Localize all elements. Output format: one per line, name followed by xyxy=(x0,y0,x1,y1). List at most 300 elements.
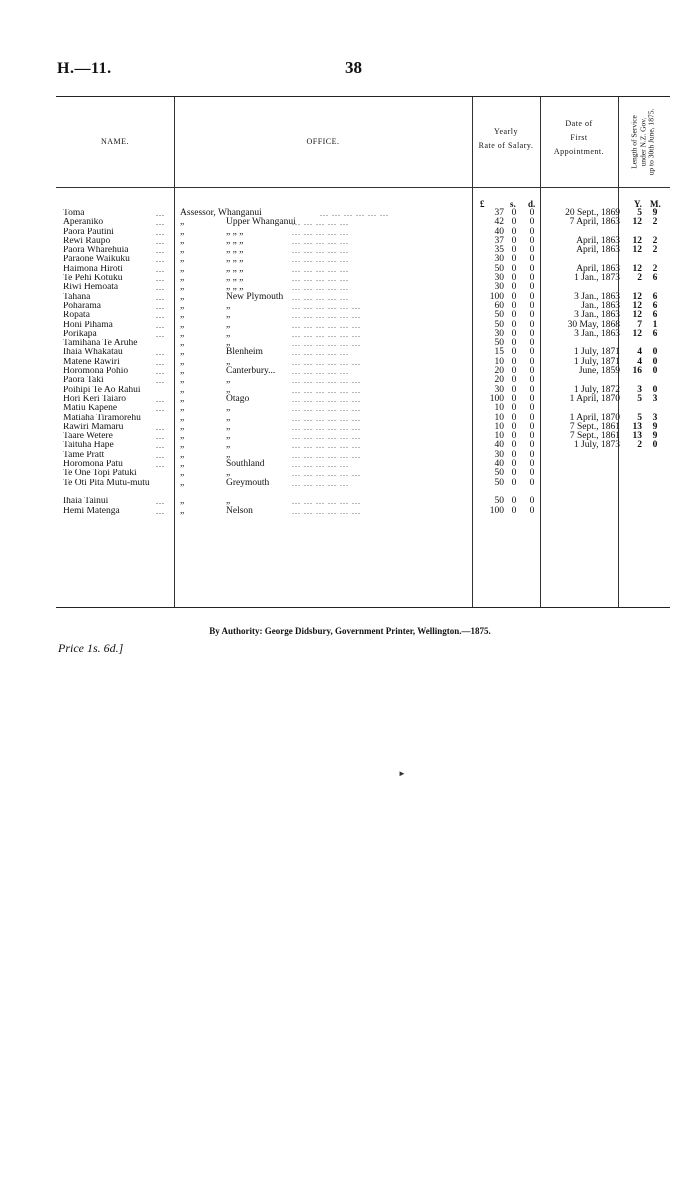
name-cell: Toma xyxy=(63,209,85,218)
salary-pence-cell: 0 xyxy=(529,245,535,256)
table-row xyxy=(56,479,670,498)
service-months-cell: 0 xyxy=(652,366,658,377)
office-location-cell: „ xyxy=(226,496,231,507)
office-leader-dots: ... ... ... ... ... ... xyxy=(292,357,361,367)
salary-pence-cell: 0 xyxy=(529,421,535,432)
office-cell: „ xyxy=(180,347,185,358)
appointment-date-cell: 20 Sept., 1869 xyxy=(565,208,620,218)
salary-pounds-cell: 50 xyxy=(494,310,504,321)
name-cell: Taare Wetere xyxy=(63,432,113,442)
appointment-date-cell: 3 Jan., 1863 xyxy=(574,328,620,339)
name-cell: Ihaia Whakatau xyxy=(63,348,123,358)
service-years-cell: 5 xyxy=(637,412,642,423)
salary-shillings-cell: 0 xyxy=(511,366,517,377)
salary-pounds-cell: 10 xyxy=(494,412,504,423)
salary-pounds-cell: 10 xyxy=(494,431,504,442)
name-leader-dots: ... xyxy=(156,367,165,377)
office-leader-dots: ... ... ... ... ... ... xyxy=(292,441,361,451)
salary-pounds-cell: 50 xyxy=(494,319,504,330)
name-leader-dots: ... xyxy=(156,357,165,367)
office-location-cell: New Plymouth xyxy=(226,291,284,302)
salary-pounds-cell: 37 xyxy=(494,208,504,218)
salary-pounds-cell: 50 xyxy=(494,477,504,488)
office-location-cell: Nelson xyxy=(226,505,253,516)
assessors-table xyxy=(56,96,670,608)
office-cell: „ xyxy=(180,254,185,265)
salary-pounds-cell: 30 xyxy=(494,273,504,284)
office-location-cell: Canterbury... xyxy=(226,366,276,377)
name-leader-dots: ... xyxy=(156,376,165,386)
service-months-cell: 6 xyxy=(652,328,658,339)
office-cell: Assessor, Whanganui xyxy=(180,208,262,218)
service-years-cell: 13 xyxy=(632,421,642,432)
office-cell: „ xyxy=(180,440,185,451)
salary-pounds-cell: 42 xyxy=(494,217,504,228)
service-years-cell: 12 xyxy=(632,217,642,228)
salary-shillings-cell: 0 xyxy=(511,375,517,386)
salary-shillings-cell: 0 xyxy=(511,449,517,460)
office-location-cell: „ xyxy=(226,328,231,339)
salary-pounds-cell: 40 xyxy=(494,440,504,451)
office-location-cell: „ xyxy=(226,384,231,395)
salary-pounds-cell: 50 xyxy=(494,338,504,349)
table-row xyxy=(56,395,670,404)
service-years-cell: 12 xyxy=(632,300,642,311)
office-cell: „ xyxy=(180,310,185,321)
salary-pounds-cell: 60 xyxy=(494,300,504,311)
office-location-cell: Greymouth xyxy=(226,477,270,488)
name-cell: Paora Taki xyxy=(63,376,104,386)
service-months-cell: 0 xyxy=(652,440,658,451)
office-cell: „ xyxy=(180,263,185,274)
salary-pence-cell: 0 xyxy=(529,393,535,404)
name-leader-dots: ... xyxy=(156,274,165,284)
name-leader-dots: ... xyxy=(156,497,165,507)
table-body xyxy=(56,209,670,516)
office-location-cell: „ xyxy=(226,468,231,479)
office-cell: „ xyxy=(180,393,185,404)
office-cell: „ xyxy=(180,459,185,470)
salary-pounds-cell: 10 xyxy=(494,356,504,367)
appointment-date-cell: 1 Jan., 1873 xyxy=(574,273,620,284)
page-number: 38 xyxy=(345,58,362,77)
name-leader-dots: ... xyxy=(156,236,165,246)
salary-pounds-cell: 100 xyxy=(489,393,504,404)
office-cell: „ xyxy=(180,449,185,460)
office-location-cell: „ „ „ xyxy=(226,282,244,293)
salary-pence-cell: 0 xyxy=(529,319,535,330)
office-leader-dots: ... ... ... ... ... xyxy=(292,218,349,228)
header-service: Length of Service under N.Z. Gov. up to 30th June, 1875. xyxy=(629,108,656,176)
office-leader-dots: ... ... ... ... ... ... xyxy=(292,394,361,404)
table-row xyxy=(56,441,670,450)
name-leader-dots: ... xyxy=(156,422,165,432)
office-cell: „ xyxy=(180,291,185,302)
table-row xyxy=(56,218,670,227)
salary-shillings-cell: 0 xyxy=(511,459,517,470)
name-cell: Paora Pautini xyxy=(63,227,114,237)
name-leader-dots: ... xyxy=(156,209,165,218)
salary-pounds-cell: 100 xyxy=(489,505,504,516)
name-cell: Poharama xyxy=(63,301,101,311)
salary-pence-cell: 0 xyxy=(529,384,535,395)
salary-pounds-cell: 30 xyxy=(494,282,504,293)
office-cell: „ xyxy=(180,226,185,237)
name-cell: Matiu Kapene xyxy=(63,404,118,414)
salary-shillings-cell: 0 xyxy=(511,384,517,395)
salary-pence-cell: 0 xyxy=(529,477,535,488)
appointment-date-cell: 1 July, 1873 xyxy=(573,440,620,451)
name-cell: Haimona Hiroti xyxy=(63,264,123,274)
name-leader-dots: ... xyxy=(156,227,165,237)
salary-pence-cell: 0 xyxy=(529,440,535,451)
service-months-cell: 1 xyxy=(652,319,658,330)
salary-shillings-cell: 0 xyxy=(511,403,517,414)
office-cell: „ xyxy=(180,245,185,256)
salary-pence-cell: 0 xyxy=(529,505,535,516)
service-months-cell: 9 xyxy=(652,421,658,432)
salary-pounds-cell: 30 xyxy=(494,384,504,395)
office-leader-dots: ... ... ... ... ... xyxy=(292,460,349,470)
name-leader-dots: ... xyxy=(156,404,165,414)
service-years-cell: 4 xyxy=(637,347,642,358)
office-location-cell: „ xyxy=(226,310,231,321)
service-months-cell: 3 xyxy=(652,412,658,423)
name-cell: Matiaha Tiramorehu xyxy=(63,413,141,423)
salary-shillings-cell: 0 xyxy=(511,505,517,516)
appointment-date-cell: June, 1859 xyxy=(578,366,620,377)
salary-pence-cell: 0 xyxy=(529,254,535,265)
salary-shillings-cell: 0 xyxy=(511,263,517,274)
appointment-date-cell: 7 April, 1863 xyxy=(569,217,620,228)
header-date: Date of First Appointment. xyxy=(553,119,605,156)
office-leader-dots: ... ... ... ... ... ... xyxy=(292,320,361,330)
salary-shillings-cell: 0 xyxy=(511,431,517,442)
service-years-cell: 12 xyxy=(632,310,642,321)
salary-pounds-cell: 37 xyxy=(494,235,504,246)
salary-pence-cell: 0 xyxy=(529,291,535,302)
service-months-cell: 6 xyxy=(652,300,658,311)
appointment-date-cell: 3 Jan., 1863 xyxy=(574,310,620,321)
office-leader-dots: ... ... ... ... ... xyxy=(292,227,349,237)
table-row xyxy=(56,367,670,376)
appointment-date-cell: 1 April, 1870 xyxy=(569,393,620,404)
salary-shillings-cell: 0 xyxy=(511,245,517,256)
office-location-cell: „ xyxy=(226,319,231,330)
office-location-cell: Otago xyxy=(226,393,250,404)
office-location-cell: „ xyxy=(226,431,231,442)
salary-pence-cell: 0 xyxy=(529,310,535,321)
office-cell: „ xyxy=(180,319,185,330)
office-cell: „ xyxy=(180,235,185,246)
name-cell: Taituha Hape xyxy=(63,441,114,451)
service-years-cell: 13 xyxy=(632,431,642,442)
office-leader-dots: ... ... ... ... ... ... xyxy=(292,506,361,516)
salary-pounds-cell: 20 xyxy=(494,375,504,386)
name-leader-dots: ... xyxy=(156,394,165,404)
salary-pence-cell: 0 xyxy=(529,403,535,414)
office-leader-dots: ... ... ... ... ... xyxy=(292,274,349,284)
office-leader-dots: ... ... ... ... ... ... xyxy=(292,311,361,321)
salary-pence-cell: 0 xyxy=(529,431,535,442)
salary-pence-cell: 0 xyxy=(529,366,535,377)
office-cell: „ xyxy=(180,273,185,284)
office-location-cell: „ „ „ xyxy=(226,273,244,284)
appointment-date-cell: 1 July, 1871 xyxy=(573,347,620,358)
office-cell: „ xyxy=(180,431,185,442)
office-location-cell: „ „ „ xyxy=(226,226,244,237)
name-leader-dots: ... xyxy=(156,320,165,330)
salary-shillings-cell: 0 xyxy=(511,496,517,507)
appointment-date-cell: 3 Jan., 1863 xyxy=(574,291,620,302)
salary-pounds-cell: 40 xyxy=(494,459,504,470)
name-cell: Ihaia Tainui xyxy=(63,497,109,507)
office-leader-dots: ... ... ... ... ... ... xyxy=(292,413,361,423)
office-cell: „ xyxy=(180,496,185,507)
service-years-cell: 12 xyxy=(632,328,642,339)
office-leader-dots: ... ... ... ... ... ... xyxy=(292,432,361,442)
service-months-cell: 2 xyxy=(652,235,658,246)
name-leader-dots: ... xyxy=(156,329,165,339)
name-cell: Paraone Waikuku xyxy=(63,255,130,265)
name-cell: Tahana xyxy=(63,292,91,302)
name-leader-dots: ... xyxy=(156,255,165,265)
office-cell: „ xyxy=(180,328,185,339)
appointment-date-cell: 7 Sept., 1861 xyxy=(569,431,620,442)
office-location-cell: „ xyxy=(226,449,231,460)
office-cell: „ xyxy=(180,366,185,377)
office-cell: „ xyxy=(180,477,185,488)
table-row xyxy=(56,246,670,255)
appointment-date-cell: 1 July, 1871 xyxy=(573,356,620,367)
name-cell: Horomona Patu xyxy=(63,460,123,470)
appointment-date-cell: 7 Sept., 1861 xyxy=(569,421,620,432)
office-cell: „ xyxy=(180,403,185,414)
name-cell: Poihipi Te Ao Rahui xyxy=(63,385,141,395)
salary-pence-cell: 0 xyxy=(529,412,535,423)
name-leader-dots: ... xyxy=(156,218,165,228)
office-leader-dots: ... ... ... ... ... ... xyxy=(292,385,361,395)
service-years-cell: 2 xyxy=(637,273,642,284)
salary-pence-cell: 0 xyxy=(529,217,535,228)
header-name: NAME. xyxy=(100,137,130,146)
service-years-cell: 12 xyxy=(632,263,642,274)
service-months-cell: 6 xyxy=(652,310,658,321)
office-cell: „ xyxy=(180,375,185,386)
service-years-cell: 3 xyxy=(637,384,642,395)
office-leader-dots: ... ... ... ... ... ... xyxy=(292,450,361,460)
office-leader-dots: ... ... ... ... ... xyxy=(292,367,349,377)
office-leader-dots: ... ... ... ... ... xyxy=(292,255,349,265)
salary-shillings-cell: 0 xyxy=(511,347,517,358)
printer-imprint: By Authority: George Didsbury, Government Printer, Wellington.—1875. xyxy=(209,626,491,636)
office-cell: „ xyxy=(180,421,185,432)
name-cell: Te One Topi Patuki xyxy=(63,469,137,479)
service-years-cell: 4 xyxy=(637,356,642,367)
office-location-cell: „ „ „ xyxy=(226,245,244,256)
salary-shillings-cell: 0 xyxy=(511,356,517,367)
office-leader-dots: ... ... ... ... ... xyxy=(292,292,349,302)
table-row xyxy=(56,358,670,367)
name-leader-dots: ... xyxy=(156,311,165,321)
salary-pounds-cell: 100 xyxy=(489,291,504,302)
salary-shillings-cell: 0 xyxy=(511,291,517,302)
salary-shillings-cell: 0 xyxy=(511,226,517,237)
salary-pounds-cell: 30 xyxy=(494,254,504,265)
unit-pence: d. xyxy=(528,199,536,209)
salary-pence-cell: 0 xyxy=(529,459,535,470)
table-row xyxy=(56,507,670,516)
name-cell: Te Pehi Kotuku xyxy=(63,274,123,284)
office-cell: „ xyxy=(180,282,185,293)
office-leader-dots: ... ... ... ... ... ... xyxy=(292,329,361,339)
office-leader-dots: ... ... ... ... ... ... xyxy=(292,497,361,507)
name-leader-dots: ... xyxy=(156,460,165,470)
service-months-cell: 9 xyxy=(652,208,658,218)
unit-months: M. xyxy=(650,199,661,209)
service-years-cell: 5 xyxy=(637,393,642,404)
appointment-date-cell: 30 May, 1868 xyxy=(567,319,620,330)
service-months-cell: 2 xyxy=(652,263,658,274)
name-cell: Rewi Raupo xyxy=(63,236,111,246)
unit-years: Y. xyxy=(634,199,642,209)
salary-pence-cell: 0 xyxy=(529,300,535,311)
service-years-cell: 2 xyxy=(637,440,642,451)
name-cell: Matene Rawiri xyxy=(63,357,120,367)
office-location-cell: Blenheim xyxy=(226,347,263,358)
salary-pence-cell: 0 xyxy=(529,338,535,349)
salary-shillings-cell: 0 xyxy=(511,273,517,284)
salary-pence-cell: 0 xyxy=(529,282,535,293)
service-months-cell: 3 xyxy=(652,393,658,404)
salary-pounds-cell: 50 xyxy=(494,496,504,507)
office-cell: „ xyxy=(180,412,185,423)
salary-shillings-cell: 0 xyxy=(511,338,517,349)
name-cell: Aperaniko xyxy=(63,218,104,228)
name-leader-dots: ... xyxy=(156,246,165,256)
name-leader-dots: ... xyxy=(156,432,165,442)
salary-pence-cell: 0 xyxy=(529,226,535,237)
office-location-cell: Upper Whanganui xyxy=(226,217,296,228)
name-cell: Hemi Matenga xyxy=(63,506,120,516)
name-leader-dots: ... xyxy=(156,441,165,451)
office-leader-dots: ... ... ... ... ... ... xyxy=(292,301,361,311)
table-row xyxy=(56,460,670,469)
office-leader-dots: ... ... ... ... ... xyxy=(292,348,349,358)
name-leader-dots: ... xyxy=(156,301,165,311)
table-row xyxy=(56,497,670,506)
office-cell: „ xyxy=(180,505,185,516)
office-location-cell: Southland xyxy=(226,459,265,470)
office-location-cell: „ xyxy=(226,403,231,414)
salary-shillings-cell: 0 xyxy=(511,328,517,339)
table-row xyxy=(56,293,670,302)
stray-mark: ► xyxy=(398,769,406,778)
salary-shillings-cell: 0 xyxy=(511,217,517,228)
name-leader-dots: ... xyxy=(156,348,165,358)
salary-pence-cell: 0 xyxy=(529,468,535,479)
salary-shillings-cell: 0 xyxy=(511,440,517,451)
service-months-cell: 2 xyxy=(652,245,658,256)
office-cell: „ xyxy=(180,356,185,367)
name-cell: Te Oti Pita Mutu-mutu xyxy=(63,478,150,488)
office-leader-dots: ... ... ... ... ... ... xyxy=(292,339,361,349)
salary-pence-cell: 0 xyxy=(529,449,535,460)
table-row xyxy=(56,274,670,283)
service-months-cell: 9 xyxy=(652,431,658,442)
name-cell: Ropata xyxy=(63,311,90,321)
service-years-cell: 12 xyxy=(632,245,642,256)
salary-pence-cell: 0 xyxy=(529,328,535,339)
service-years-cell: 12 xyxy=(632,291,642,302)
office-cell: „ xyxy=(180,384,185,395)
office-location-cell: „ xyxy=(226,300,231,311)
service-years-cell: 5 xyxy=(637,208,642,218)
service-years-cell: 12 xyxy=(632,235,642,246)
salary-pounds-cell: 20 xyxy=(494,366,504,377)
salary-shillings-cell: 0 xyxy=(511,412,517,423)
service-months-cell: 0 xyxy=(652,356,658,367)
name-leader-dots: ... xyxy=(156,283,165,293)
office-leader-dots: ... ... ... ... ... ... xyxy=(292,376,361,386)
office-cell: „ xyxy=(180,468,185,479)
office-leader-dots: ... ... ... ... ... xyxy=(292,246,349,256)
salary-pence-cell: 0 xyxy=(529,347,535,358)
salary-pence-cell: 0 xyxy=(529,273,535,284)
appointment-date-cell: April, 1863 xyxy=(576,263,620,274)
table-row xyxy=(56,451,670,460)
salary-pence-cell: 0 xyxy=(529,208,535,218)
name-cell: Rawiri Mamaru xyxy=(63,422,124,432)
salary-shillings-cell: 0 xyxy=(511,235,517,246)
salary-shillings-cell: 0 xyxy=(511,468,517,479)
name-cell: Tame Pratt xyxy=(63,450,105,460)
appointment-date-cell: April, 1863 xyxy=(576,245,620,256)
salary-pounds-cell: 30 xyxy=(494,449,504,460)
office-leader-dots: ... ... ... ... ... ... xyxy=(320,209,389,218)
salary-pence-cell: 0 xyxy=(529,496,535,507)
salary-pounds-cell: 35 xyxy=(494,245,504,256)
office-location-cell: „ „ „ xyxy=(226,235,244,246)
salary-pounds-cell: 40 xyxy=(494,226,504,237)
office-location-cell: „ xyxy=(226,356,231,367)
salary-shillings-cell: 0 xyxy=(511,208,517,218)
name-cell: Honi Pihama xyxy=(63,320,113,330)
office-location-cell: „ xyxy=(226,440,231,451)
salary-pence-cell: 0 xyxy=(529,263,535,274)
name-cell: Horomona Pohio xyxy=(63,367,129,377)
salary-pence-cell: 0 xyxy=(529,356,535,367)
salary-pounds-cell: 10 xyxy=(494,421,504,432)
name-leader-dots: ... xyxy=(156,264,165,274)
office-leader-dots: ... ... ... ... ... ... xyxy=(292,404,361,414)
salary-shillings-cell: 0 xyxy=(511,282,517,293)
salary-pounds-cell: 30 xyxy=(494,328,504,339)
unit-pounds: £ xyxy=(480,199,485,209)
service-months-cell: 6 xyxy=(652,291,658,302)
office-cell: „ xyxy=(180,338,185,349)
salary-pence-cell: 0 xyxy=(529,375,535,386)
salary-shillings-cell: 0 xyxy=(511,393,517,404)
salary-pounds-cell: 15 xyxy=(494,347,504,358)
office-cell: „ xyxy=(180,217,185,228)
office-location-cell: „ xyxy=(226,338,231,349)
page-reference: H.—11. xyxy=(57,60,112,77)
service-months-cell: 6 xyxy=(652,273,658,284)
name-leader-dots: ... xyxy=(156,506,165,516)
salary-shillings-cell: 0 xyxy=(511,310,517,321)
table-row xyxy=(56,469,670,478)
